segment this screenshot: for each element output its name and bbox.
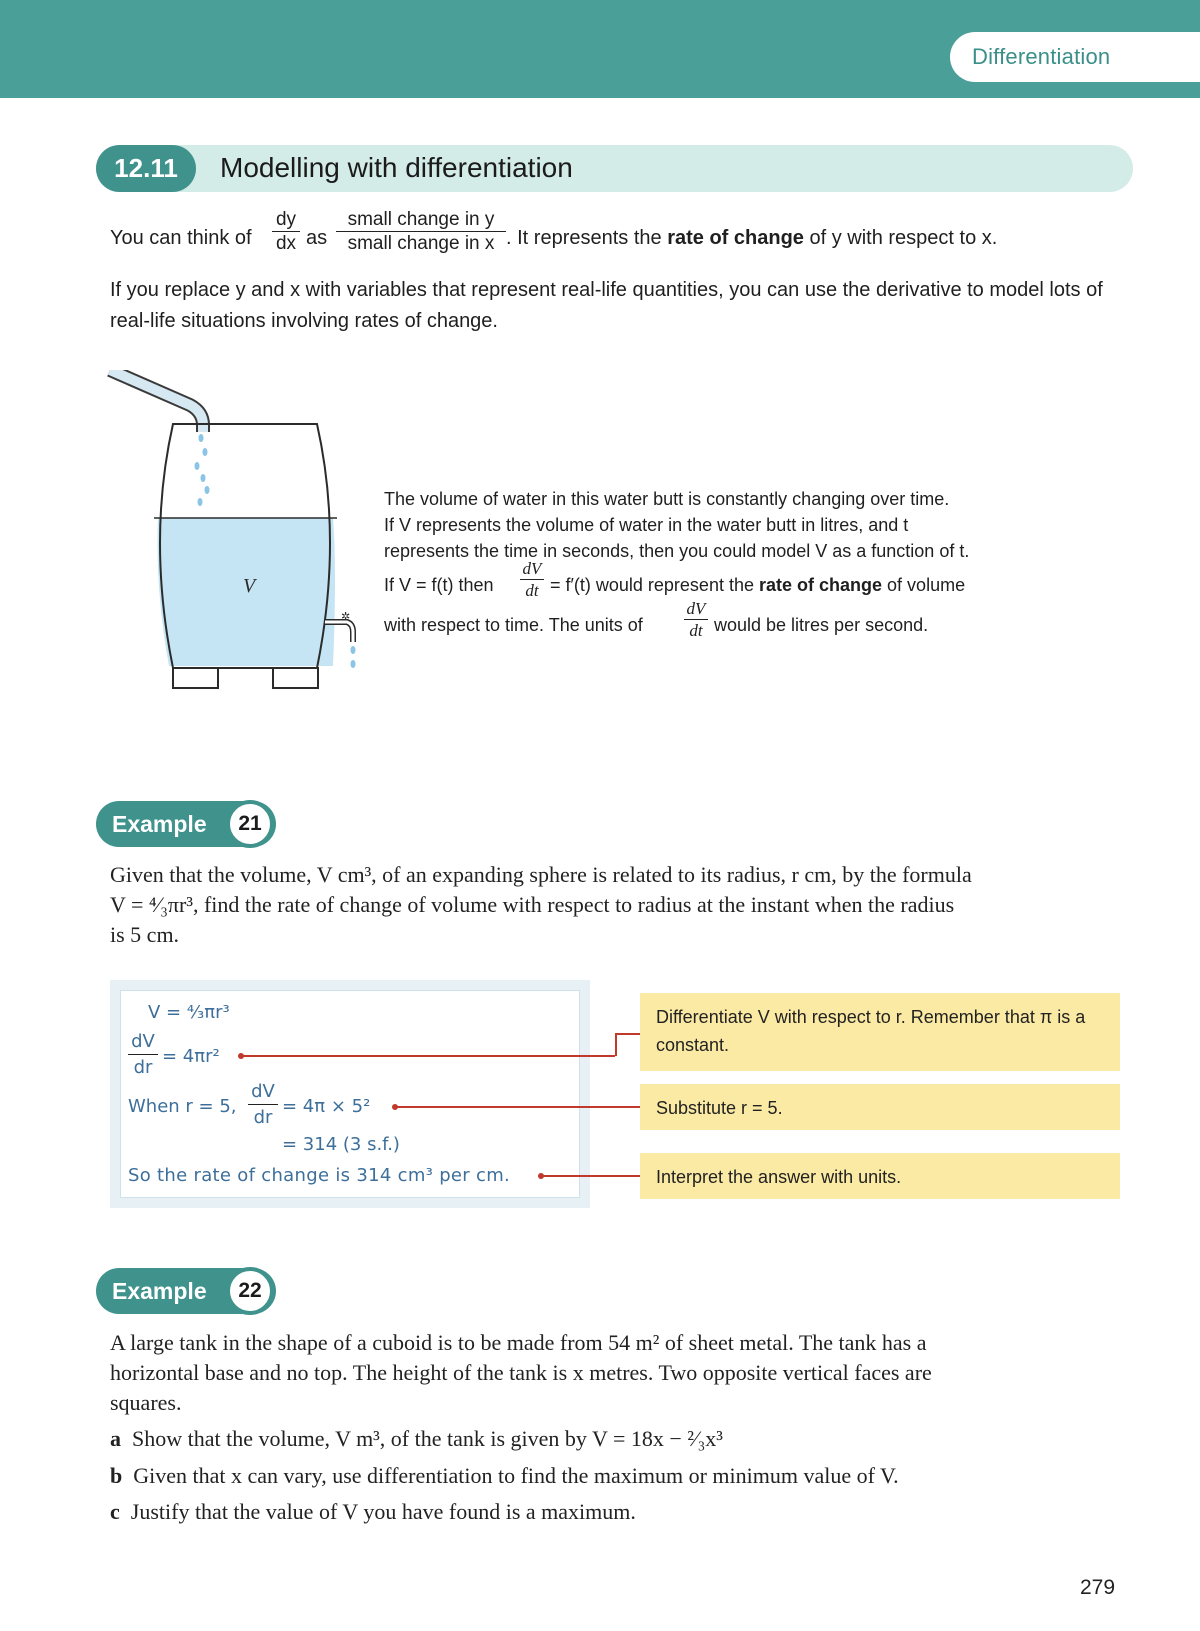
example-22-part-b — [110, 1461, 1120, 1491]
work-line-1: V = ⁴⁄₃πr³ — [148, 1002, 230, 1023]
inlet-pipe-fill — [110, 370, 203, 432]
example-22-q3: squares. — [110, 1390, 182, 1415]
desc-rate-of-change: rate of change — [759, 575, 883, 595]
example-22-q1: A large tank in the shape of a cuboid is to be made from 54 m² of sheet metal. The tank has a — [110, 1330, 927, 1355]
dv-numerator-1: dV — [522, 559, 542, 578]
part-b-letter: b — [110, 1463, 123, 1488]
desc-line-5-a: with respect to time. The units of — [384, 615, 643, 635]
intro-rate-of-change: rate of change — [667, 227, 804, 249]
desc-line-5-b: would be litres per second. — [714, 615, 929, 635]
intro-as: as — [306, 227, 328, 249]
desc-line-1: The volume of water in this water butt is constantly changing over time. — [384, 489, 950, 509]
example-22-part-c — [110, 1497, 1120, 1527]
arrow-line-1a — [241, 1055, 615, 1057]
desc-line-4 — [384, 559, 1064, 604]
right-foot — [273, 668, 318, 688]
example-22-number: 22 — [226, 1267, 274, 1315]
work-line-5: So the rate of change is 314 cm³ per cm. — [128, 1165, 511, 1186]
example-21-q3: is 5 cm. — [110, 922, 180, 947]
intro-respect: of y with respect to x. — [803, 227, 998, 249]
dv-dr-fraction-1 — [128, 1031, 158, 1078]
dv-dt-fraction-2 — [684, 600, 708, 639]
chapter-title: Differentiation — [950, 32, 1200, 82]
part-a-letter: a — [110, 1426, 121, 1451]
dy-dx-fraction — [272, 210, 300, 253]
arrow-line-1c — [615, 1033, 640, 1035]
work-dv-2: dV — [251, 1081, 275, 1102]
desc-line-2: If V represents the volume of water in the water butt in litres, and t — [384, 515, 909, 535]
part-c-text: Justify that the value of V you have found is a maximum. — [130, 1499, 636, 1524]
svg-text:✲: ✲ — [341, 610, 351, 623]
inlet-drops — [195, 434, 210, 506]
dt-denominator-2: dt — [684, 619, 708, 639]
intro-represents — [506, 227, 997, 250]
volume-label: V — [243, 575, 256, 597]
small-change-x: small change in x — [336, 231, 506, 253]
desc-line-4-c: of volume — [887, 575, 966, 595]
desc-line-4-a: If V = f(t) then — [384, 575, 494, 595]
intro-paragraph-1 — [110, 210, 1110, 270]
example-21-pill: Example — [96, 801, 276, 847]
work-line-3-pre: When r = 5, — [128, 1096, 237, 1117]
work-dv-1: dV — [131, 1031, 155, 1052]
part-b-text: Given that x can vary, use differentiation to find the maximum or minimum value of V. — [133, 1463, 899, 1488]
arrow-line-2 — [395, 1106, 640, 1108]
arrow-line-1b — [615, 1033, 617, 1056]
intro-paragraph-2: If you replace y and x with variables that represent real-life quantities, you can use the derivative to model lots of real-life situations involving rates of change. — [110, 279, 1103, 332]
example-21-q2: V = ⁴⁄₃πr³, find the rate of change of volume with respect to radius at the instant when the radius — [110, 892, 955, 917]
desc-line-3: represents the time in seconds, then you could model V as a function of t. — [384, 541, 970, 561]
outlet-drops — [351, 646, 356, 668]
example-21-question — [110, 860, 1120, 950]
work-line-3-rhs: = 4π × 5² — [282, 1096, 371, 1117]
note-interpret: Interpret the answer with units. — [640, 1153, 1120, 1199]
part-c-letter: c — [110, 1499, 120, 1524]
note-differentiate: Differentiate V with respect to r. Remember that π is a constant. — [640, 993, 1120, 1071]
work-line-2: = 4πr² — [162, 1046, 220, 1067]
example-21-q1: Given that the volume, V cm³, of an expanding sphere is related to its radius, r cm, by the formula — [110, 862, 972, 887]
dt-denominator-1: dt — [520, 579, 544, 599]
work-dr-2: dr — [248, 1104, 278, 1128]
desc-line-4-b — [550, 572, 965, 598]
dv-dt-fraction-1 — [520, 560, 544, 599]
left-foot — [173, 668, 218, 688]
part-a-text: Show that the volume, V m³, of the tank is given by V = 18x − ²⁄₃x³ — [132, 1426, 723, 1451]
desc-line-5 — [384, 599, 1064, 644]
dy-numerator: dy — [275, 209, 297, 230]
example-22-pill: Example — [96, 1268, 276, 1314]
figure-description — [384, 486, 1064, 644]
water-butt-illustration — [105, 370, 385, 720]
small-change-fraction — [336, 210, 506, 253]
work-dr-1: dr — [128, 1054, 158, 1078]
note-substitute: Substitute r = 5. — [640, 1084, 1120, 1130]
desc-line-4-b-text: = f′(t) would represent the — [550, 575, 754, 595]
dv-numerator-2: dV — [686, 599, 706, 618]
section-number: 12.11 — [96, 145, 196, 192]
example-22-q2: horizontal base and no top. The height of the tank is x metres. Two opposite vertical faces are — [110, 1360, 932, 1385]
small-change-y: small change in y — [347, 209, 495, 230]
work-line-4: = 314 (3 s.f.) — [282, 1134, 400, 1155]
intro-represents-text: . It represents the — [506, 227, 668, 249]
dx-denominator: dx — [272, 231, 300, 253]
dv-dr-fraction-2 — [248, 1081, 278, 1128]
arrow-line-3 — [541, 1175, 640, 1177]
section-title: Modelling with differentiation — [220, 152, 573, 183]
example-22-question — [110, 1328, 1120, 1418]
example-21-number: 21 — [226, 800, 274, 848]
example-22-part-a — [110, 1424, 1120, 1454]
page-number: 279 — [1080, 1576, 1116, 1599]
intro-think-of: You can think of — [110, 227, 252, 249]
